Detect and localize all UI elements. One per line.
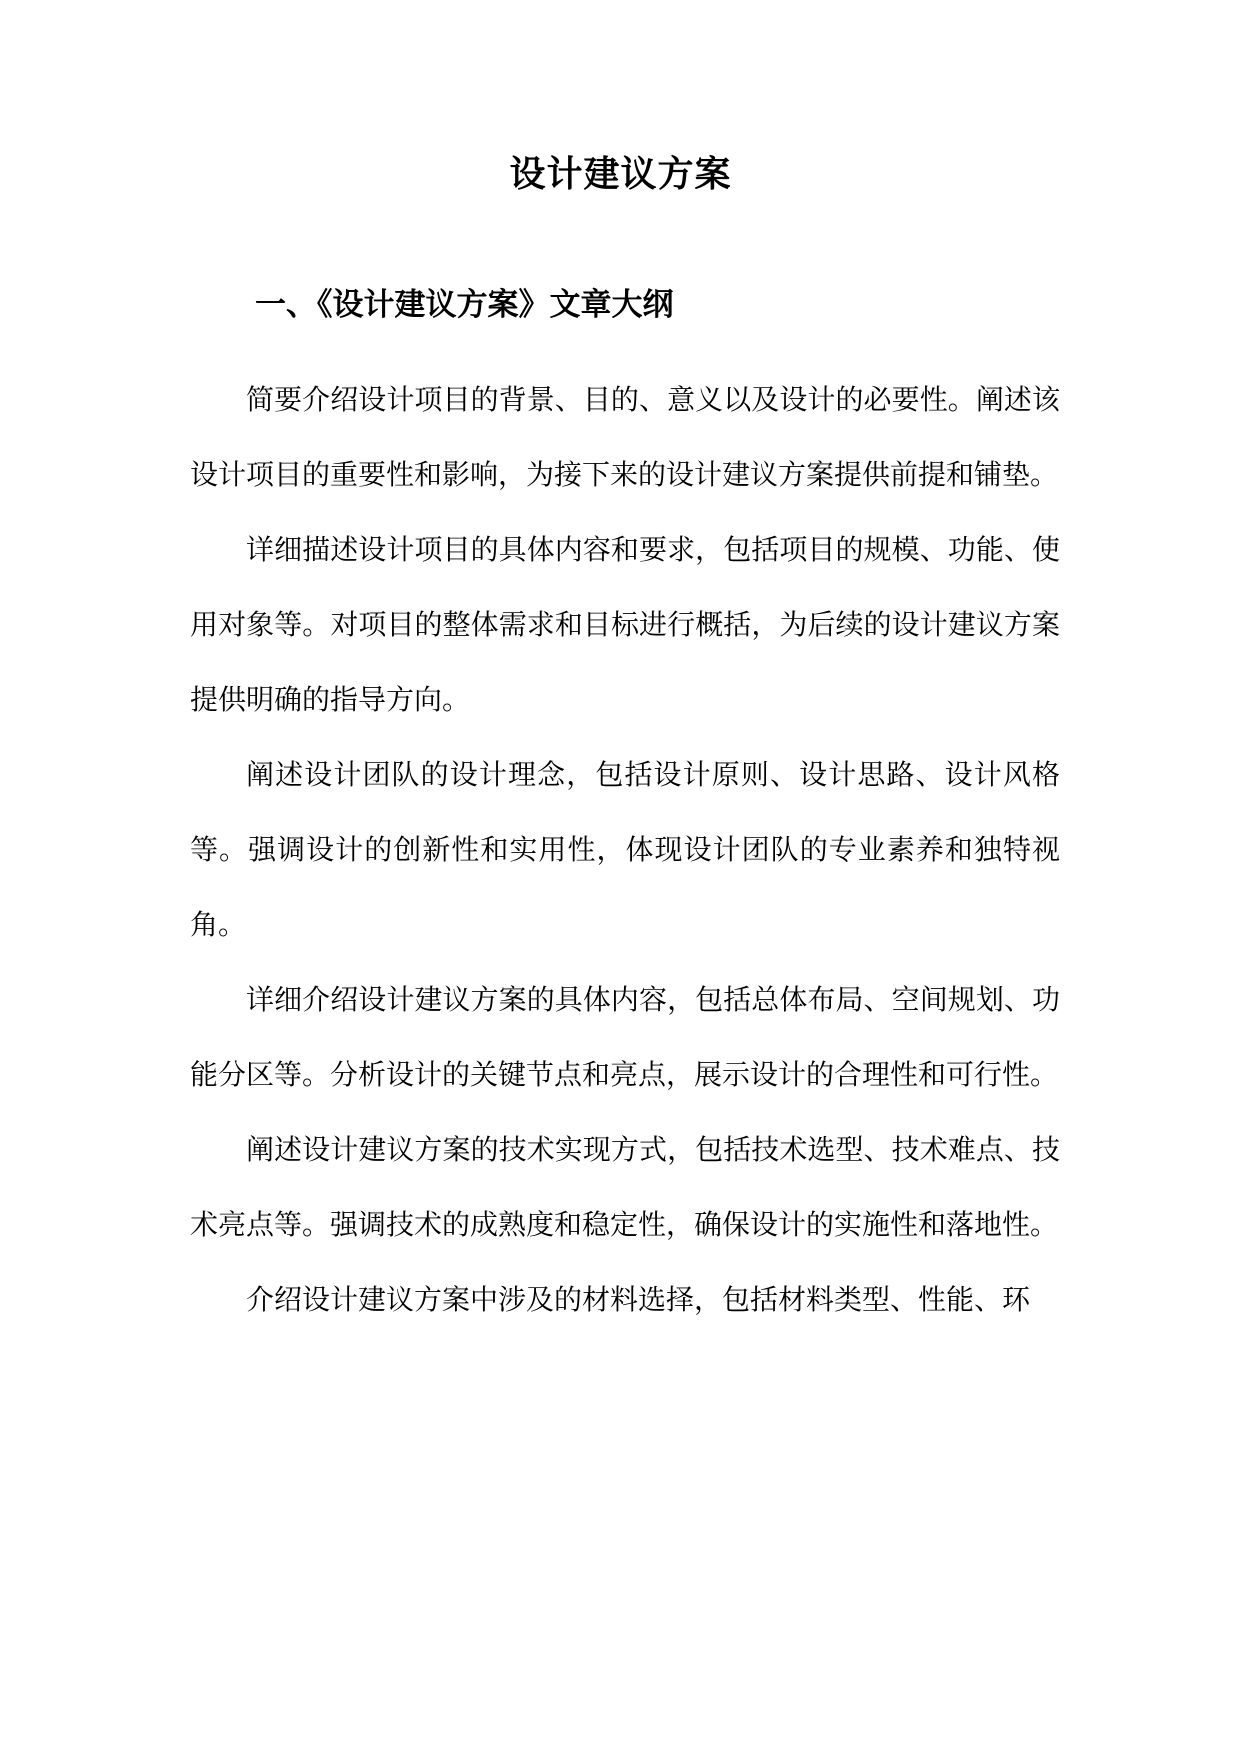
paragraph-3: 阐述设计团队的设计理念，包括设计原则、设计思路、设计风格等。强调设计的创新性和实用性，体现设计团队的专业素养和独特视角。 xyxy=(190,758,1060,941)
paragraph-2: 详细描述设计项目的具体内容和要求，包括项目的规模、功能、使用对象等。对项目的整体需求和目标进行概括，为后续的设计建议方案提供明确的指导方向。 xyxy=(190,533,1060,716)
paragraph-5: 阐述设计建议方案的技术实现方式，包括技术选型、技术难点、技术亮点等。强调技术的成熟度和稳定性，确保设计的实施性和落地性。 xyxy=(190,1133,1060,1241)
paragraph-1: 简要介绍设计项目的背景、目的、意义以及设计的必要性。阐述该设计项目的重要性和影响，为接下来的设计建议方案提供前提和铺垫。 xyxy=(190,383,1060,491)
section-heading: 一、《设计建议方案》文章大纲 xyxy=(255,287,674,323)
paragraph-6: 介绍设计建议方案中涉及的材料选择，包括材料类型、性能、环 xyxy=(246,1283,1031,1316)
document-body xyxy=(190,362,1060,1337)
paragraph-4: 详细介绍设计建议方案的具体内容，包括总体布局、空间规划、功能分区等。分析设计的关键节点和亮点，展示设计的合理性和可行性。 xyxy=(190,983,1060,1091)
document-title: 设计建议方案 xyxy=(509,153,732,195)
